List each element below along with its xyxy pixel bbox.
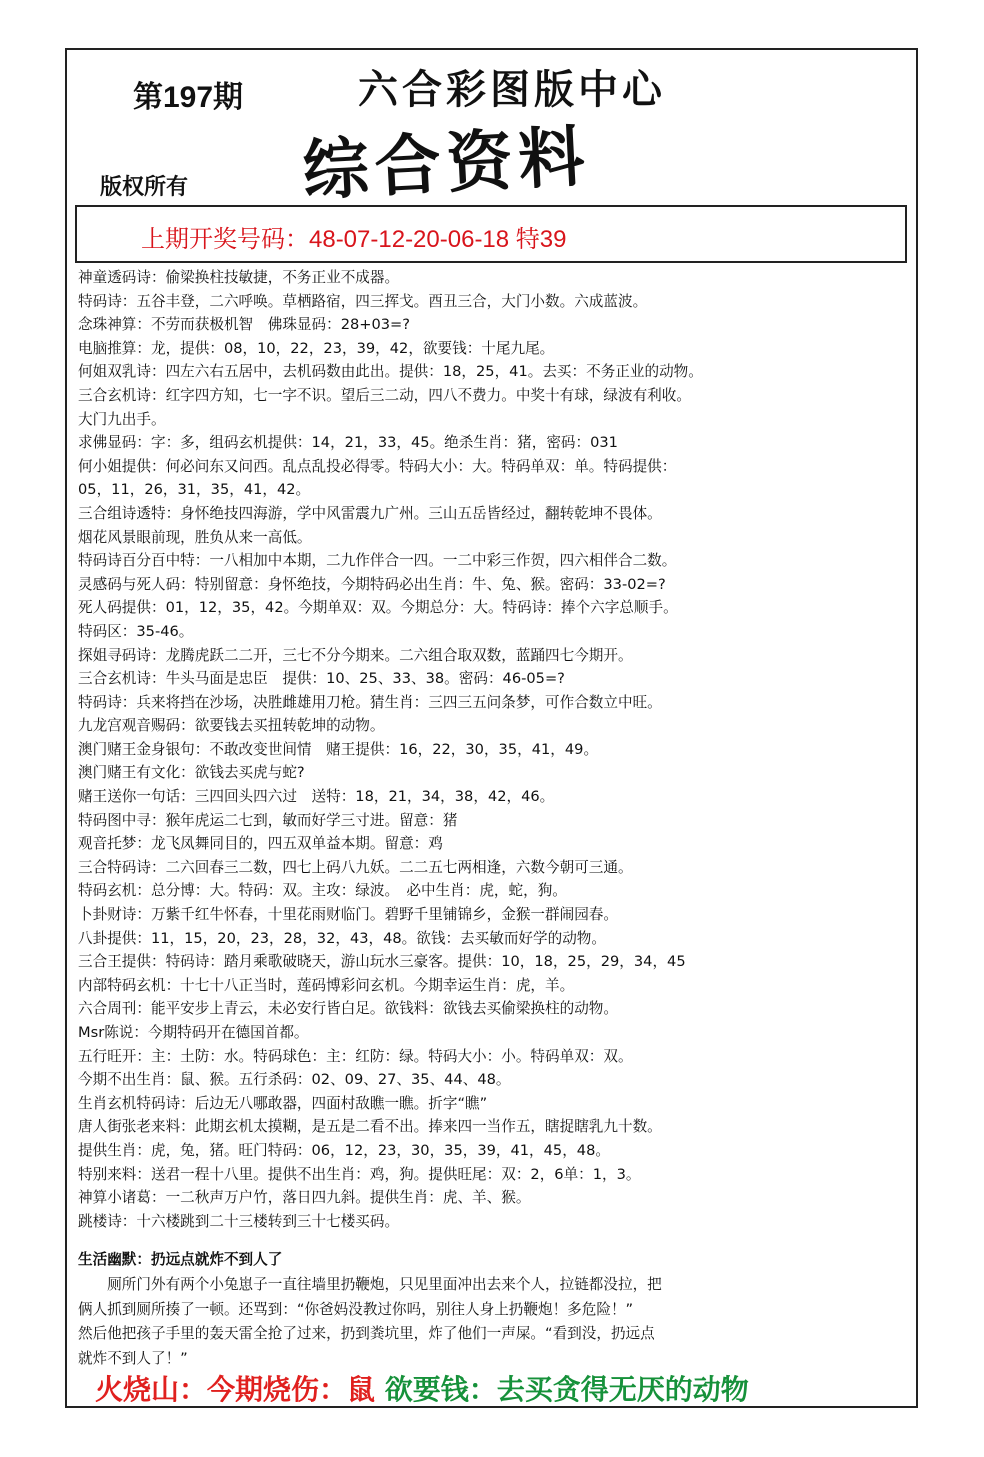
content-lines: [78, 266, 908, 1233]
content-line: 神算小诸葛：一二秋声万户竹，落日四九斜。提供生肖：虎、羊、猴。: [78, 1189, 531, 1207]
content-line: 六合周刊：能平安步上青云，未必安行皆白足。欲钱料：欲钱去买偷梁换柱的动物。: [78, 1000, 618, 1018]
content-line: 三合王提供：特码诗：踏月乘歌破晓天，游山玩水三豪客。提供：10，18，25，29，34，45: [78, 953, 686, 971]
content-line: 探姐寻码诗：龙腾虎跃二二开，三七不分今期来。二六组合取双数，蓝踊四七今期开。: [78, 646, 633, 664]
content-line: 念珠神算：不劳而获极机智 佛珠显码：28+03=?: [78, 316, 411, 334]
content-line: 大门九出手。: [78, 410, 166, 428]
joke-line: 厕所门外有两个小兔崽子一直往墙里扔鞭炮，只见里面冲出去来个人，拉链都没拉，把: [78, 1276, 662, 1293]
content-line: 生肖玄机特码诗：后边无八哪敢器，四面村敌瞧一瞧。折字“瞧”: [78, 1094, 488, 1112]
last-draw-box: [75, 205, 907, 263]
content-line: 神童透码诗：偷梁换柱技敏捷，不务正业不成器。: [78, 269, 400, 286]
joke-title: 生活幽默：扔远点就炸不到人了: [78, 1251, 283, 1268]
content-line: 何小姐提供：何必问东又问西。乱点乱投必得零。特码大小：大。特码单双：单。特码提供：: [78, 457, 677, 475]
footer-want-money: 欲要钱：去买贪得无厌的动物: [384, 1373, 749, 1406]
content-line: 特码诗百分百中特：一八相加中本期，二九作伴合一四。一二中彩三作贺，四六相伴合二数。: [78, 552, 677, 570]
joke-line: 然后他把孩子手里的轰天雷全抢了过来，扔到粪坑里，炸了他们一声屎。“看到没，扔远点: [78, 1325, 655, 1342]
footer-banner: [95, 1368, 749, 1408]
content-line: 今期不出生肖：鼠、猴。五行杀码：02、09、27、35、44、48。: [78, 1071, 511, 1089]
content-line: 内部特码玄机：十七十八正当时，莲码博彩问玄机。今期幸运生肖：虎，羊。: [78, 976, 575, 994]
joke-line: 就炸不到人了！”: [78, 1349, 188, 1367]
content-line: 三合玄机诗：牛头马面是忠臣 提供：10、25、33、38。密码：46-05=?: [78, 670, 565, 688]
content-line: 特码图中寻：猴年虎运二七到，敏而好学三寸进。留意：猪: [78, 811, 458, 829]
last-draw-numbers: 上期开奖号码：48-07-12-20-06-18 特39: [141, 226, 567, 253]
joke-line: 俩人抓到厕所揍了一顿。还骂到：“你爸妈没教过你吗，别往人身上扔鞭炮！多危险！”: [78, 1300, 634, 1318]
content-line: 三合特码诗：二六回春三二数，四七上码八九妖。二二五七两相逢，六数今朝可三通。: [78, 858, 633, 876]
copyright-label: 版权所有: [100, 174, 189, 200]
content-line: 观音托梦：龙飞凤舞同目的，四五双单益本期。留意：鸡: [78, 835, 443, 853]
content-line: 烟花风景眼前现，胜负从来一高低。: [78, 528, 312, 546]
content-line: 澳门赌王金身银句：不敢改变世间情 赌王提供：16，22，30，35，41，49。: [78, 740, 599, 758]
content-line: 电脑推算：龙，提供：08，10，22，23，39，42，欲要钱：十尾九尾。: [78, 339, 555, 357]
content-line: 何姐双乳诗：四左六右五居中，去机码数由此出。提供：18，25，41。去买：不务正业的动物。: [78, 363, 703, 381]
center-title: 六合彩图版中心: [358, 66, 666, 113]
content-line: 三合组诗透特：身怀绝技四海游，学中风雷震九广州。三山五岳皆经过，翻转乾坤不畏体。: [78, 504, 662, 522]
content-line: 特码区：35-46。: [78, 622, 194, 640]
content-line: 九龙宫观音赐码：欲要钱去买扭转乾坤的动物。: [78, 717, 385, 735]
content-line: 死人码提供：01，12，35，42。今期单双：双。今期总分：大。特码诗：捧个六字总顺手。: [78, 599, 678, 617]
content-line: 澳门赌王有文化：欲钱去买虎与蛇?: [78, 764, 305, 782]
content-line: 唐人街张老来料：此期玄机太摸糊，是五是二看不出。捧来四一当作五，瞎捉瞎乳九十数。: [78, 1118, 662, 1136]
content-line: 05，11，26，31，35，41，42。: [78, 481, 311, 499]
footer-fire-mountain: 火烧山：今期烧伤：鼠: [95, 1373, 376, 1406]
content-line: 特码玄机：总分博：大。特码：双。主攻：绿波。 必中生肖：虎，蛇，狗。: [78, 882, 567, 900]
content-line: 特码诗：兵来将挡在沙场，决胜雌雄用刀枪。猜生肖：三四三五问条梦，可作合数立中旺。: [78, 693, 662, 711]
big-title: 综合资料: [300, 116, 593, 210]
content-line: 特码诗：五谷丰登，二六呼唤。草栖路宿，四三挥戈。酉丑三合，大门小数。六成蓝波。: [78, 292, 648, 310]
joke-body: [78, 1273, 904, 1371]
content-line: 特别来料：送君一程十八里。提供不出生肖：鸡，狗。提供旺尾：双：2，6单：1，3。: [78, 1165, 641, 1183]
content-line: 卜卦财诗：万紫千红牛怀春，十里花雨财临门。碧野千里铺锦乡，金猴一群闹园春。: [78, 906, 618, 924]
content-line: 求佛显码：字：多，组码玄机提供：14，21，33，45。绝杀生肖：猪，密码：031: [78, 434, 618, 452]
content-line: 赌王送你一句话：三四回头四六过 送特：18，21，34，38，42，46。: [78, 788, 555, 806]
content-line: 提供生肖：虎，兔，猪。旺门特码：06，12，23，30，35，39，41，45，48。: [78, 1141, 610, 1159]
content-line: Msr陈说：今期特码开在德国首都。: [78, 1024, 309, 1041]
content-line: 五行旺开：主：土防：水。特码球色：主：红防：绿。特码大小：小。特码单双：双。: [78, 1047, 633, 1065]
content-line: 灵感码与死人码：特别留意：身怀绝技，今期特码必出生肖：牛、兔、猴。密码：33-02=?: [78, 575, 666, 593]
content-line: 八卦提供：11，15，20，23，28，32，43，48。欲钱：去买敏而好学的动物。: [78, 929, 606, 947]
content-line: 跳楼诗：十六楼跳到二十三楼转到三十七楼买码。: [78, 1212, 400, 1230]
issue-number: 第197期: [133, 81, 244, 114]
content-line: 三合玄机诗：红字四方知，七一字不识。望后三二动，四八不费力。中奖十有球，绿波有利收。: [78, 386, 691, 404]
